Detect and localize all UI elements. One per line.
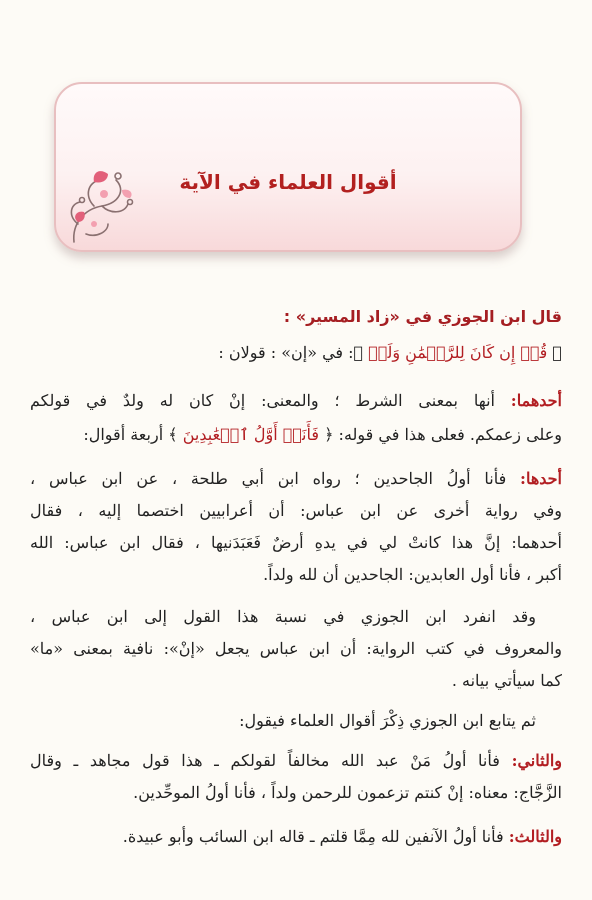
text-line: والمعروف في كتب الرواية: أن ابن عباس يجعل «إنْ»: نافية بمعنى «ما»: [30, 639, 562, 658]
floral-ornament-icon: [64, 154, 144, 249]
text-line: أكبر ، فأنا أول العابدين: الجاحدين أن لله ولداً.: [263, 565, 562, 584]
section-title: أقوال العلماء في الآية: [179, 170, 397, 194]
text-line: كما سيأتي بيانه .: [451, 671, 562, 690]
text-line-body: فأنا أولُ الآنفين لله مِمَّا قلتم ـ قاله ابن السائب وأبو عبيدة.: [122, 827, 509, 846]
item-label: والثاني:: [511, 751, 563, 770]
verse-text: قُلۡ إِن كَانَ لِلرَّحۡمَٰنِ وَلَدٞ: [368, 343, 548, 362]
text-line: وقد انفرد ابن الجوزي في نسبة هذا القول إلى ابن عباس ،: [30, 607, 536, 626]
item-label: أحدهما:: [510, 391, 562, 410]
text-line: وفي رواية أخرى عن ابن عباس: أن أعرابيين اختصما إليه ، فقال: [30, 501, 562, 520]
source-heading: قال ابن الجوزي في «زاد المسير» :: [283, 307, 562, 326]
text-line: [30, 468, 562, 490]
text-line-body: ﴾ أربعة أقوال:: [83, 425, 183, 444]
text-line: [30, 750, 562, 772]
title-box: [54, 82, 522, 252]
text-line: [30, 826, 562, 848]
text-line-body: أنها بمعنى الشرط ؛ والمعنى: إنْ كان له ولدٌ في قولكم: [30, 391, 511, 410]
verse-line-rest: ﴾: في «إن» : قولان :: [218, 343, 369, 362]
text-line: ثم يتابع ابن الجوزي ذِكْرَ أقوال العلماء فيقول:: [239, 711, 536, 730]
text-line: أحدهما: إنَّ هذا كانتْ لي في يدهِ أرضٌ فَعَبَدَنيها ، فقال ابن عباس: الله: [30, 533, 563, 552]
text-line: [30, 424, 562, 446]
verse-text: فَأَنَا۠ أَوَّلُ ٱلۡعَٰبِدِينَ: [182, 425, 319, 444]
text-line: [30, 390, 562, 412]
verse-line: [30, 342, 562, 364]
text-line-body: وعلى زعمكم. فعلى هذا في قوله: ﴿: [319, 425, 562, 444]
text-line-body: فأنا أولُ الجاحدين ؛ رواه ابن أبي طلحة ، عن ابن عباس ،: [30, 469, 521, 488]
text-line: الزَّجَّاج: معناه: إنْ كنتم تزعمون للرحمن ولداً ، فأنا أولُ الموحِّدين.: [133, 783, 562, 802]
item-label: والثالث:: [508, 827, 562, 846]
item-label: أحدها:: [520, 469, 562, 488]
text-line-body: فأنا أولُ مَنْ عبد الله مخالفاً لقولكم ـ هذا قول مجاهد ـ وقال: [30, 751, 512, 770]
verse-bracket-open: ﴿: [547, 343, 562, 362]
